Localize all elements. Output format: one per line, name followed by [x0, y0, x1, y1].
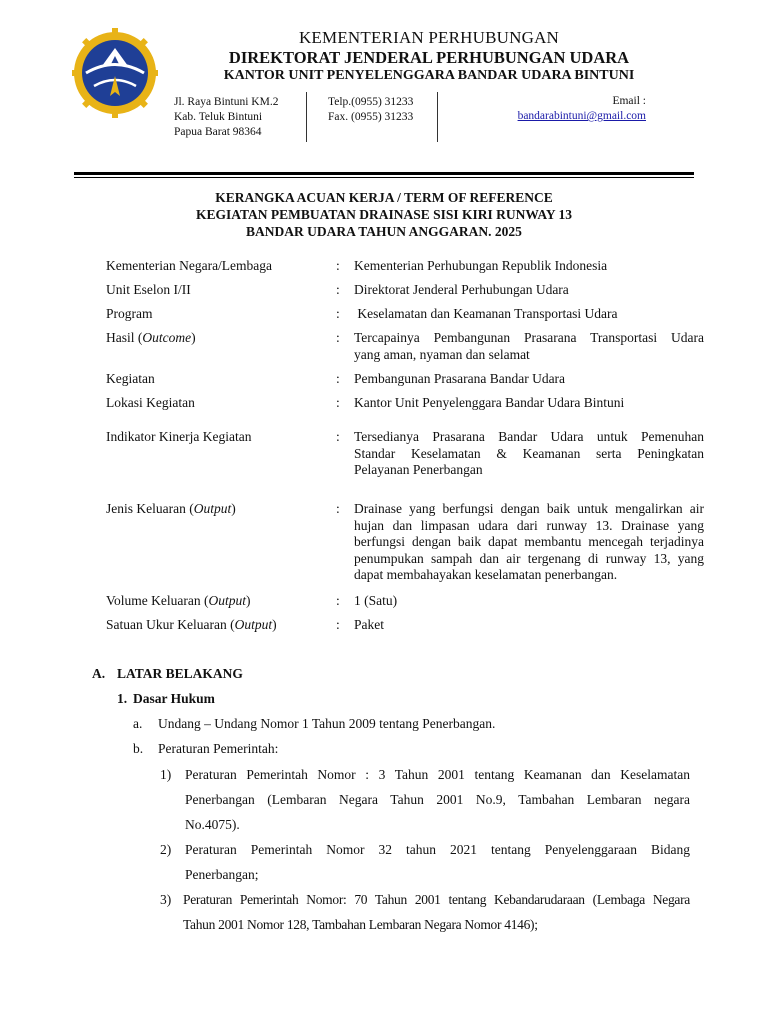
field-colon: : [336, 282, 340, 297]
list-item: Peraturan Pemerintah: [158, 741, 279, 756]
header-rule-thin [74, 177, 694, 178]
list-item: Peraturan Pemerintah Nomor: 70 Tahun 2001 tentang Kebandarudaraan (Lembaga Negara Tahun 2001 Nomor 128, Tambahan Lembaran Negara Nomor 4146); [183, 892, 690, 932]
field-label: Hasil (Outcome) [106, 330, 196, 345]
field-value: Drainase yang berfungsi dengan baik untuk mengalirkan air hujan dan limpasan udara dari runway 13. Drainase yang berfungsi dengan baik dapat membantu mencegah terjadinya penumpukan sampah dan air tergenang di runway 13, yang dapat membahayakan keselamatan penerbangan. [354, 501, 704, 582]
directorate-name: DIREKTORAT JENDERAL PERHUBUNGAN UDARA [228, 48, 630, 67]
list-marker: a. [133, 716, 143, 731]
subsection-marker: 1. [117, 691, 128, 706]
field-label: Lokasi Kegiatan [106, 395, 195, 410]
doc-title-3: BANDAR UDARA TAHUN ANGGARAN. 2025 [246, 224, 522, 239]
field-colon: : [336, 395, 340, 410]
email-label: Email : [612, 95, 646, 107]
address-block [174, 95, 278, 140]
section-title: LATAR BELAKANG [117, 666, 243, 681]
field-label: Program [106, 306, 153, 321]
field-colon: : [336, 330, 340, 345]
field-colon: : [336, 501, 340, 516]
address-line: Papua Barat 98364 [174, 126, 262, 138]
field-value: Direktorat Jenderal Perhubungan Udara [354, 282, 569, 297]
field-colon: : [336, 306, 340, 321]
field-colon: : [336, 617, 340, 632]
field-colon: : [336, 593, 340, 608]
field-label: Unit Eselon I/II [106, 282, 191, 297]
field-label: Kegiatan [106, 371, 155, 386]
list-item: Peraturan Pemerintah Nomor : 3 Tahun 2001 tentang Keamanan dan Keselamatan Penerbangan (Lembaran Negara Tahun 2001 No.9, Tambahan Lembaran negara No.4075). [185, 767, 690, 832]
field-label: Volume Keluaran (Output) [106, 593, 251, 608]
field-value: Tercapainya Pembangunan Prasarana Transportasi Udara yang aman, nyaman dan selamat [354, 330, 704, 362]
address-line: Jl. Raya Bintuni KM.2 [174, 96, 279, 108]
field-value: Keselamatan dan Keamanan Transportasi Udara [354, 306, 618, 321]
divider [437, 92, 438, 142]
list-marker: 2) [160, 842, 172, 857]
section-marker: A. [92, 666, 106, 681]
field-value: Kantor Unit Penyelenggara Bandar Udara Bintuni [354, 395, 625, 410]
doc-title-2: KEGIATAN PEMBUATAN DRAINASE SISI KIRI RUNWAY 13 [195, 207, 573, 222]
field-label: Indikator Kinerja Kegiatan [106, 429, 252, 444]
field-value: Paket [354, 617, 384, 632]
list-marker: 3) [160, 892, 172, 907]
header-rule [74, 172, 694, 175]
field-value: Kementerian Perhubungan Republik Indonesia [354, 258, 608, 273]
field-label: Jenis Keluaran (Output) [106, 501, 236, 516]
ministry-logo [72, 26, 158, 120]
office-name: KANTOR UNIT PENYELENGGARA BANDAR UDARA BINTUNI [223, 68, 635, 83]
list-marker: b. [133, 741, 144, 756]
list-item: Peraturan Pemerintah Nomor 32 tahun 2021 tentang Penyelenggaraan Bidang Penerbangan; [185, 842, 690, 882]
doc-title-1: KERANGKA ACUAN KERJA / TERM OF REFERENCE [215, 190, 553, 205]
list-item: Undang – Undang Nomor 1 Tahun 2009 tentang Penerbangan. [158, 716, 496, 731]
subsection-title: Dasar Hukum [133, 691, 215, 706]
divider [306, 92, 307, 142]
list-marker: 1) [160, 767, 172, 782]
ministry-name: KEMENTERIAN PERHUBUNGAN [298, 28, 560, 47]
field-colon: : [336, 429, 340, 444]
field-value: 1 (Satu) [354, 593, 398, 608]
address-line: Kab. Teluk Bintuni [174, 111, 263, 123]
contact-block [328, 95, 413, 125]
phone: Telp.(0955) 31233 [328, 96, 414, 108]
field-value: Pembangunan Prasarana Bandar Udara [354, 371, 566, 386]
email-link[interactable]: bandarabintuni@gmail.com [517, 110, 646, 122]
field-label: Satuan Ukur Keluaran (Output) [106, 617, 277, 632]
field-value: Tersedianya Prasarana Bandar Udara untuk Pemenuhan Standar Keselamatan & Keamanan serta Peningkatan Pelayanan Penerbangan [354, 429, 704, 477]
field-colon: : [336, 371, 340, 386]
field-colon: : [336, 258, 340, 273]
fax: Fax. (0955) 31233 [328, 111, 414, 123]
field-label: Kementerian Negara/Lembaga [106, 258, 273, 273]
